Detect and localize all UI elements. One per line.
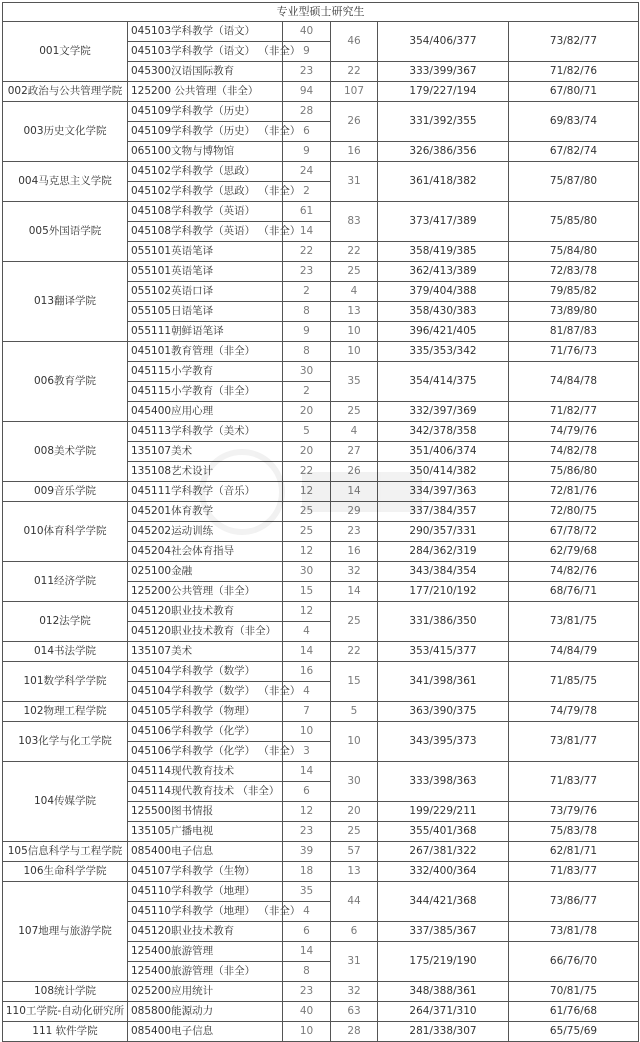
plan-count-cell: 4 bbox=[283, 902, 331, 922]
plan-count-cell: 10 bbox=[283, 722, 331, 742]
table-row bbox=[3, 642, 639, 662]
plan-count-cell: 30 bbox=[283, 562, 331, 582]
subject-score-cell: 75/87/80 bbox=[509, 162, 639, 202]
admit-count-cell: 4 bbox=[331, 422, 378, 442]
major-cell: 045102学科教学（思政） bbox=[128, 162, 283, 182]
major-cell: 055105日语笔译 bbox=[128, 302, 283, 322]
score-cell: 334/397/363 bbox=[378, 482, 509, 502]
plan-count-cell: 23 bbox=[283, 982, 331, 1002]
admit-count-cell: 4 bbox=[331, 282, 378, 302]
major-cell: 045104学科教学（数学） （非全） bbox=[128, 682, 283, 702]
admit-count-cell: 13 bbox=[331, 302, 378, 322]
major-cell: 085400电子信息 bbox=[128, 842, 283, 862]
subject-score-cell: 72/81/76 bbox=[509, 482, 639, 502]
college-cell: 101数学科学学院 bbox=[3, 662, 128, 702]
admit-count-cell: 26 bbox=[331, 102, 378, 142]
score-cell: 179/227/194 bbox=[378, 82, 509, 102]
major-cell: 065100文物与博物馆 bbox=[128, 142, 283, 162]
score-cell: 343/384/354 bbox=[378, 562, 509, 582]
table-row bbox=[3, 862, 639, 882]
major-cell: 045106学科教学（化学） bbox=[128, 722, 283, 742]
subject-score-cell: 81/87/83 bbox=[509, 322, 639, 342]
score-cell: 267/381/322 bbox=[378, 842, 509, 862]
score-cell: 264/371/310 bbox=[378, 1002, 509, 1022]
major-cell: 045204社会体育指导 bbox=[128, 542, 283, 562]
college-cell: 005外国语学院 bbox=[3, 202, 128, 262]
subject-score-cell: 73/79/76 bbox=[509, 802, 639, 822]
admit-count-cell: 10 bbox=[331, 322, 378, 342]
score-cell: 379/404/388 bbox=[378, 282, 509, 302]
subject-score-cell: 71/85/75 bbox=[509, 662, 639, 702]
major-cell: 045108学科教学（英语） （非全） bbox=[128, 222, 283, 242]
admit-count-cell: 16 bbox=[331, 542, 378, 562]
major-cell: 045201体育教学 bbox=[128, 502, 283, 522]
subject-score-cell: 75/83/78 bbox=[509, 822, 639, 842]
score-cell: 284/362/319 bbox=[378, 542, 509, 562]
table-row bbox=[3, 1022, 639, 1042]
score-cell: 177/210/192 bbox=[378, 582, 509, 602]
score-cell: 290/357/331 bbox=[378, 522, 509, 542]
subject-score-cell: 65/75/69 bbox=[509, 1022, 639, 1042]
major-cell: 045111学科教学（音乐） bbox=[128, 482, 283, 502]
admit-count-cell: 25 bbox=[331, 822, 378, 842]
admit-count-cell: 63 bbox=[331, 1002, 378, 1022]
major-cell: 125400旅游管理（非全） bbox=[128, 962, 283, 982]
table-row bbox=[3, 662, 639, 682]
major-cell: 045120职业技术教育 bbox=[128, 922, 283, 942]
admit-count-cell: 14 bbox=[331, 582, 378, 602]
plan-count-cell: 12 bbox=[283, 542, 331, 562]
college-cell: 107地理与旅游学院 bbox=[3, 882, 128, 982]
score-cell: 353/415/377 bbox=[378, 642, 509, 662]
plan-count-cell: 20 bbox=[283, 402, 331, 422]
table-row bbox=[3, 202, 639, 222]
college-cell: 105信息科学与工程学院 bbox=[3, 842, 128, 862]
score-cell: 333/398/363 bbox=[378, 762, 509, 802]
subject-score-cell: 67/80/71 bbox=[509, 82, 639, 102]
subject-score-cell: 67/82/74 bbox=[509, 142, 639, 162]
subject-score-cell: 73/86/77 bbox=[509, 882, 639, 922]
plan-count-cell: 6 bbox=[283, 922, 331, 942]
major-cell: 045110学科教学（地理） bbox=[128, 882, 283, 902]
plan-count-cell: 12 bbox=[283, 802, 331, 822]
table-row bbox=[3, 722, 639, 742]
major-cell: 045114现代教育技术 （非全） bbox=[128, 782, 283, 802]
title-row bbox=[3, 3, 639, 22]
subject-score-cell: 73/81/77 bbox=[509, 722, 639, 762]
score-cell: 350/414/382 bbox=[378, 462, 509, 482]
plan-count-cell: 6 bbox=[283, 782, 331, 802]
plan-count-cell: 10 bbox=[283, 1022, 331, 1042]
admit-count-cell: 22 bbox=[331, 62, 378, 82]
college-cell: 008美术学院 bbox=[3, 422, 128, 482]
score-cell: 331/386/350 bbox=[378, 602, 509, 642]
admit-count-cell: 35 bbox=[331, 362, 378, 402]
plan-count-cell: 4 bbox=[283, 682, 331, 702]
major-cell: 135108艺术设计 bbox=[128, 462, 283, 482]
subject-score-cell: 72/80/75 bbox=[509, 502, 639, 522]
major-cell: 055102英语口译 bbox=[128, 282, 283, 302]
major-cell: 045101教育管理（非全） bbox=[128, 342, 283, 362]
score-cell: 344/421/368 bbox=[378, 882, 509, 922]
admit-count-cell: 32 bbox=[331, 982, 378, 1002]
college-cell: 104传媒学院 bbox=[3, 762, 128, 842]
admit-count-cell: 15 bbox=[331, 662, 378, 702]
subject-score-cell: 74/82/76 bbox=[509, 562, 639, 582]
table-title: 专业型硕士研究生 bbox=[3, 3, 639, 22]
table-row bbox=[3, 482, 639, 502]
plan-count-cell: 23 bbox=[283, 822, 331, 842]
plan-count-cell: 20 bbox=[283, 442, 331, 462]
table-row bbox=[3, 262, 639, 282]
plan-count-cell: 40 bbox=[283, 22, 331, 42]
college-cell: 013翻译学院 bbox=[3, 262, 128, 342]
major-cell: 045102学科教学（思政） （非全） bbox=[128, 182, 283, 202]
table-row bbox=[3, 102, 639, 122]
score-cell: 332/400/364 bbox=[378, 862, 509, 882]
subject-score-cell: 73/82/77 bbox=[509, 22, 639, 62]
table-row bbox=[3, 702, 639, 722]
table-row bbox=[3, 342, 639, 362]
score-cell: 337/384/357 bbox=[378, 502, 509, 522]
plan-count-cell: 16 bbox=[283, 662, 331, 682]
admit-count-cell: 31 bbox=[331, 942, 378, 982]
score-cell: 354/414/375 bbox=[378, 362, 509, 402]
subject-score-cell: 74/79/76 bbox=[509, 422, 639, 442]
college-cell: 106生命科学学院 bbox=[3, 862, 128, 882]
plan-count-cell: 15 bbox=[283, 582, 331, 602]
plan-count-cell: 40 bbox=[283, 1002, 331, 1022]
score-cell: 337/385/367 bbox=[378, 922, 509, 942]
major-cell: 135107美术 bbox=[128, 642, 283, 662]
major-cell: 045108学科教学（英语） bbox=[128, 202, 283, 222]
subject-score-cell: 61/76/68 bbox=[509, 1002, 639, 1022]
admit-count-cell: 25 bbox=[331, 602, 378, 642]
subject-score-cell: 74/84/79 bbox=[509, 642, 639, 662]
major-cell: 045105学科教学（物理） bbox=[128, 702, 283, 722]
score-cell: 358/419/385 bbox=[378, 242, 509, 262]
score-cell: 355/401/368 bbox=[378, 822, 509, 842]
college-cell: 108统计学院 bbox=[3, 982, 128, 1002]
major-cell: 045104学科教学（数学） bbox=[128, 662, 283, 682]
plan-count-cell: 8 bbox=[283, 302, 331, 322]
college-cell: 111 软件学院 bbox=[3, 1022, 128, 1042]
plan-count-cell: 2 bbox=[283, 382, 331, 402]
table-row bbox=[3, 82, 639, 102]
admit-count-cell: 26 bbox=[331, 462, 378, 482]
subject-score-cell: 79/85/82 bbox=[509, 282, 639, 302]
score-cell: 326/386/356 bbox=[378, 142, 509, 162]
major-cell: 045106学科教学（化学） （非全） bbox=[128, 742, 283, 762]
table-row bbox=[3, 22, 639, 42]
college-cell: 003历史文化学院 bbox=[3, 102, 128, 162]
subject-score-cell: 72/83/78 bbox=[509, 262, 639, 282]
subject-score-cell: 75/86/80 bbox=[509, 462, 639, 482]
subject-score-cell: 71/83/77 bbox=[509, 762, 639, 802]
plan-count-cell: 39 bbox=[283, 842, 331, 862]
major-cell: 045400应用心理 bbox=[128, 402, 283, 422]
major-cell: 045300汉语国际教育 bbox=[128, 62, 283, 82]
college-cell: 011经济学院 bbox=[3, 562, 128, 602]
plan-count-cell: 3 bbox=[283, 742, 331, 762]
subject-score-cell: 71/82/76 bbox=[509, 62, 639, 82]
admit-count-cell: 16 bbox=[331, 142, 378, 162]
admit-count-cell: 28 bbox=[331, 1022, 378, 1042]
plan-count-cell: 14 bbox=[283, 942, 331, 962]
admit-count-cell: 31 bbox=[331, 162, 378, 202]
score-cell: 354/406/377 bbox=[378, 22, 509, 62]
admit-count-cell: 20 bbox=[331, 802, 378, 822]
major-cell: 085800能源动力 bbox=[128, 1002, 283, 1022]
major-cell: 045115小学教育（非全） bbox=[128, 382, 283, 402]
major-cell: 045113学科教学（美术） bbox=[128, 422, 283, 442]
admit-count-cell: 5 bbox=[331, 702, 378, 722]
plan-count-cell: 5 bbox=[283, 422, 331, 442]
admit-count-cell: 14 bbox=[331, 482, 378, 502]
score-cell: 358/430/383 bbox=[378, 302, 509, 322]
admit-count-cell: 32 bbox=[331, 562, 378, 582]
admit-count-cell: 107 bbox=[331, 82, 378, 102]
plan-count-cell: 22 bbox=[283, 462, 331, 482]
score-cell: 351/406/374 bbox=[378, 442, 509, 462]
admit-count-cell: 22 bbox=[331, 242, 378, 262]
score-cell: 199/229/211 bbox=[378, 802, 509, 822]
table-row bbox=[3, 982, 639, 1002]
score-cell: 332/397/369 bbox=[378, 402, 509, 422]
subject-score-cell: 73/81/78 bbox=[509, 922, 639, 942]
plan-count-cell: 9 bbox=[283, 42, 331, 62]
score-cell: 333/399/367 bbox=[378, 62, 509, 82]
plan-count-cell: 23 bbox=[283, 62, 331, 82]
admit-count-cell: 10 bbox=[331, 342, 378, 362]
major-cell: 045120职业技术教育（非全） bbox=[128, 622, 283, 642]
major-cell: 045103学科教学（语文） bbox=[128, 22, 283, 42]
plan-count-cell: 4 bbox=[283, 622, 331, 642]
score-cell: 335/353/342 bbox=[378, 342, 509, 362]
subject-score-cell: 66/76/70 bbox=[509, 942, 639, 982]
plan-count-cell: 9 bbox=[283, 142, 331, 162]
major-cell: 085400电子信息 bbox=[128, 1022, 283, 1042]
college-cell: 006教育学院 bbox=[3, 342, 128, 422]
major-cell: 025100金融 bbox=[128, 562, 283, 582]
subject-score-cell: 74/84/78 bbox=[509, 362, 639, 402]
major-cell: 135105广播电视 bbox=[128, 822, 283, 842]
subject-score-cell: 67/78/72 bbox=[509, 522, 639, 542]
admission-table bbox=[2, 2, 639, 1042]
plan-count-cell: 25 bbox=[283, 502, 331, 522]
score-cell: 361/418/382 bbox=[378, 162, 509, 202]
score-cell: 348/388/361 bbox=[378, 982, 509, 1002]
college-cell: 012法学院 bbox=[3, 602, 128, 642]
score-cell: 175/219/190 bbox=[378, 942, 509, 982]
plan-count-cell: 12 bbox=[283, 602, 331, 622]
major-cell: 045202运动训练 bbox=[128, 522, 283, 542]
college-cell: 014书法学院 bbox=[3, 642, 128, 662]
table-row bbox=[3, 762, 639, 782]
score-cell: 331/392/355 bbox=[378, 102, 509, 142]
plan-count-cell: 2 bbox=[283, 182, 331, 202]
table-row bbox=[3, 882, 639, 902]
admit-count-cell: 83 bbox=[331, 202, 378, 242]
admit-count-cell: 27 bbox=[331, 442, 378, 462]
major-cell: 055111朝鲜语笔译 bbox=[128, 322, 283, 342]
major-cell: 055101英语笔译 bbox=[128, 262, 283, 282]
admit-count-cell: 10 bbox=[331, 722, 378, 762]
admit-count-cell: 6 bbox=[331, 922, 378, 942]
plan-count-cell: 25 bbox=[283, 522, 331, 542]
subject-score-cell: 75/85/80 bbox=[509, 202, 639, 242]
college-cell: 103化学与化工学院 bbox=[3, 722, 128, 762]
subject-score-cell: 74/79/78 bbox=[509, 702, 639, 722]
major-cell: 045109学科教学（历史） bbox=[128, 102, 283, 122]
admit-count-cell: 25 bbox=[331, 402, 378, 422]
subject-score-cell: 74/82/78 bbox=[509, 442, 639, 462]
admit-count-cell: 25 bbox=[331, 262, 378, 282]
admit-count-cell: 23 bbox=[331, 522, 378, 542]
score-cell: 281/338/307 bbox=[378, 1022, 509, 1042]
table-row bbox=[3, 602, 639, 622]
admit-count-cell: 22 bbox=[331, 642, 378, 662]
plan-count-cell: 8 bbox=[283, 962, 331, 982]
major-cell: 135107美术 bbox=[128, 442, 283, 462]
plan-count-cell: 8 bbox=[283, 342, 331, 362]
major-cell: 125400旅游管理 bbox=[128, 942, 283, 962]
admit-count-cell: 57 bbox=[331, 842, 378, 862]
subject-score-cell: 69/83/74 bbox=[509, 102, 639, 142]
subject-score-cell: 62/81/71 bbox=[509, 842, 639, 862]
subject-score-cell: 71/76/73 bbox=[509, 342, 639, 362]
plan-count-cell: 22 bbox=[283, 242, 331, 262]
major-cell: 045115小学教育 bbox=[128, 362, 283, 382]
subject-score-cell: 71/82/77 bbox=[509, 402, 639, 422]
plan-count-cell: 7 bbox=[283, 702, 331, 722]
table-container bbox=[2, 2, 638, 1042]
table-row bbox=[3, 162, 639, 182]
plan-count-cell: 6 bbox=[283, 122, 331, 142]
plan-count-cell: 61 bbox=[283, 202, 331, 222]
plan-count-cell: 24 bbox=[283, 162, 331, 182]
plan-count-cell: 18 bbox=[283, 862, 331, 882]
major-cell: 025200应用统计 bbox=[128, 982, 283, 1002]
major-cell: 045107学科教学（生物） bbox=[128, 862, 283, 882]
score-cell: 342/378/358 bbox=[378, 422, 509, 442]
admit-count-cell: 46 bbox=[331, 22, 378, 62]
college-cell: 001文学院 bbox=[3, 22, 128, 82]
plan-count-cell: 23 bbox=[283, 262, 331, 282]
major-cell: 045120职业技术教育 bbox=[128, 602, 283, 622]
subject-score-cell: 73/81/75 bbox=[509, 602, 639, 642]
college-cell: 010体育科学学院 bbox=[3, 502, 128, 562]
major-cell: 125200公共管理（非全） bbox=[128, 582, 283, 602]
plan-count-cell: 12 bbox=[283, 482, 331, 502]
major-cell: 045109学科教学（历史） （非全） bbox=[128, 122, 283, 142]
table-row bbox=[3, 842, 639, 862]
college-cell: 102物理工程学院 bbox=[3, 702, 128, 722]
plan-count-cell: 35 bbox=[283, 882, 331, 902]
major-cell: 045110学科教学（地理） （非全） bbox=[128, 902, 283, 922]
plan-count-cell: 14 bbox=[283, 642, 331, 662]
major-cell: 125500图书情报 bbox=[128, 802, 283, 822]
major-cell: 045103学科教学（语文） （非全） bbox=[128, 42, 283, 62]
score-cell: 362/413/389 bbox=[378, 262, 509, 282]
plan-count-cell: 28 bbox=[283, 102, 331, 122]
table-row bbox=[3, 422, 639, 442]
college-cell: 110工学院-自动化研究所 bbox=[3, 1002, 128, 1022]
college-cell: 009音乐学院 bbox=[3, 482, 128, 502]
subject-score-cell: 75/84/80 bbox=[509, 242, 639, 262]
plan-count-cell: 30 bbox=[283, 362, 331, 382]
admit-count-cell: 13 bbox=[331, 862, 378, 882]
score-cell: 343/395/373 bbox=[378, 722, 509, 762]
admit-count-cell: 29 bbox=[331, 502, 378, 522]
subject-score-cell: 73/89/80 bbox=[509, 302, 639, 322]
subject-score-cell: 68/76/71 bbox=[509, 582, 639, 602]
major-cell: 125200 公共管理（非全） bbox=[128, 82, 283, 102]
subject-score-cell: 62/79/68 bbox=[509, 542, 639, 562]
college-cell: 004马克思主义学院 bbox=[3, 162, 128, 202]
major-cell: 055101英语笔译 bbox=[128, 242, 283, 262]
plan-count-cell: 9 bbox=[283, 322, 331, 342]
table-row bbox=[3, 502, 639, 522]
plan-count-cell: 14 bbox=[283, 222, 331, 242]
subject-score-cell: 70/81/75 bbox=[509, 982, 639, 1002]
score-cell: 396/421/405 bbox=[378, 322, 509, 342]
admit-count-cell: 30 bbox=[331, 762, 378, 802]
score-cell: 341/398/361 bbox=[378, 662, 509, 702]
plan-count-cell: 14 bbox=[283, 762, 331, 782]
plan-count-cell: 2 bbox=[283, 282, 331, 302]
college-cell: 002政治与公共管理学院 bbox=[3, 82, 128, 102]
table-row bbox=[3, 562, 639, 582]
score-cell: 373/417/389 bbox=[378, 202, 509, 242]
admit-count-cell: 44 bbox=[331, 882, 378, 922]
table-row bbox=[3, 1002, 639, 1022]
major-cell: 045114现代教育技术 bbox=[128, 762, 283, 782]
score-cell: 363/390/375 bbox=[378, 702, 509, 722]
subject-score-cell: 71/83/77 bbox=[509, 862, 639, 882]
plan-count-cell: 94 bbox=[283, 82, 331, 102]
